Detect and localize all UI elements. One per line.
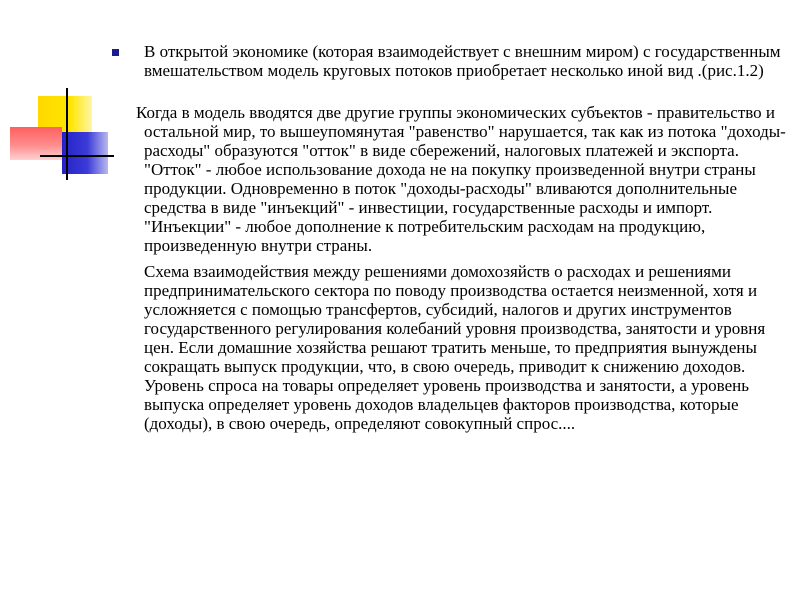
paragraph-two [108,103,788,255]
color-squares-logo-icon [0,0,120,190]
paragraph-text: Когда в модель вводятся две другие группы экономических субъектов - правительство и остальной мир, то вышеупомянутая "равенство" нарушается, так как из потока "доходы-расходы" образуются "отток" в виде сбережений, налоговых платежей и экспорта. "Отток" - любое использование дохода не на покупку произведенной внутри страны продукции. Одновременно в поток "доходы-расходы" вливаются дополнительные средства в виде "инъекций" - инвестиции, государственные расходы и импорт. "Инъекции" - любое дополнение к потребительским расходам на продукцию, произведенную внутри страны. [136,103,786,255]
horizontal-line [40,155,114,157]
paragraph-text: Схема взаимодействия между решениями домохозяйств о расходах и решениями предпринимательского сектора по поводу производства остается неизменной, хотя и усложняется с помощью трансфертов, субсидий, налогов и других инструментов государственного регулирования колебаний уровня производства, занятости и уровня цен. Если домашние хозяйства решают тратить меньше, то предприятия вынуждены сокращать выпуск продукции, что, в свою очередь, приводит к снижению доходов. Уровень спроса на товары определяет уровень производства и занятости, а уровень выпуска определяет уровень доходов владельцев факторов производства, которые (доходы), в свою очередь, определяют совокупный спрос.... [144,262,766,433]
vertical-line [66,88,68,180]
slide-body [108,42,788,433]
paragraph-three [108,262,788,433]
square-bullet-icon [112,49,119,56]
paragraph-text: В открытой экономике (которая взаимодействует с внешним миром) с государственным вмешательством модель круговых потоков приобретает несколько иной вид .(рис.1.2) [144,42,781,80]
bullet-paragraph [108,42,788,80]
blue-square [62,132,108,174]
